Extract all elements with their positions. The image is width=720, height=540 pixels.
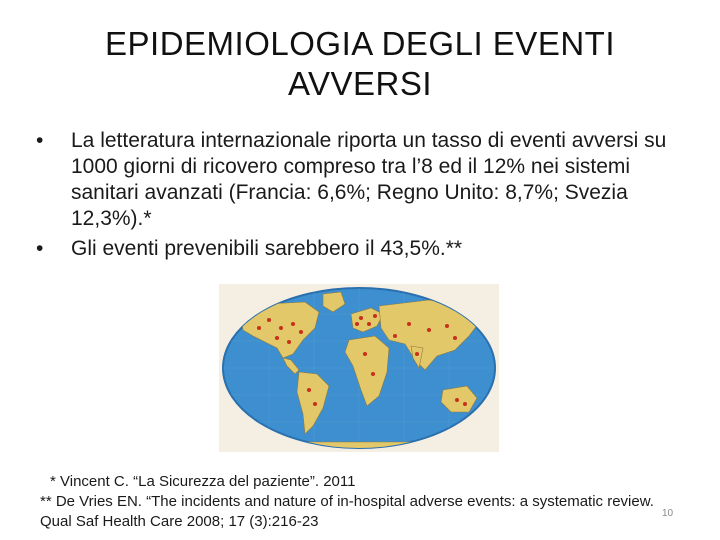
bullet-dot: • xyxy=(36,237,44,260)
page-number: 10 xyxy=(662,508,674,519)
bullet-item xyxy=(36,236,686,262)
bullet-text: La letteratura internazionale riporta un tasso di eventi avversi su 1000 giorni di ricovero compreso tra l’8 ed il 12% nei sistemi sanitari avanzati (Francia: 6,6%; Regno Unito: 8,7%; Svezia 12,3%).* xyxy=(71,129,667,230)
bullet-list xyxy=(36,128,686,266)
slide-title: EPIDEMIOLOGIA DEGLI EVENTI AVVERSI xyxy=(105,25,615,102)
reference-item: ** De Vries EN. “The incidents and nature of in-hospital adverse events: a systematic review. Qual Saf Health Care 2008; 17 (3):216-23 xyxy=(40,493,654,530)
bullet-text: Gli eventi prevenibili sarebbero il 43,5%.** xyxy=(71,237,463,260)
reference-item: * Vincent C. “La Sicurezza del paziente”. 2011 xyxy=(50,473,356,490)
world-map-icon xyxy=(219,284,499,452)
references xyxy=(36,472,656,532)
bullet-dot: • xyxy=(36,129,44,152)
bullet-item xyxy=(36,128,686,232)
